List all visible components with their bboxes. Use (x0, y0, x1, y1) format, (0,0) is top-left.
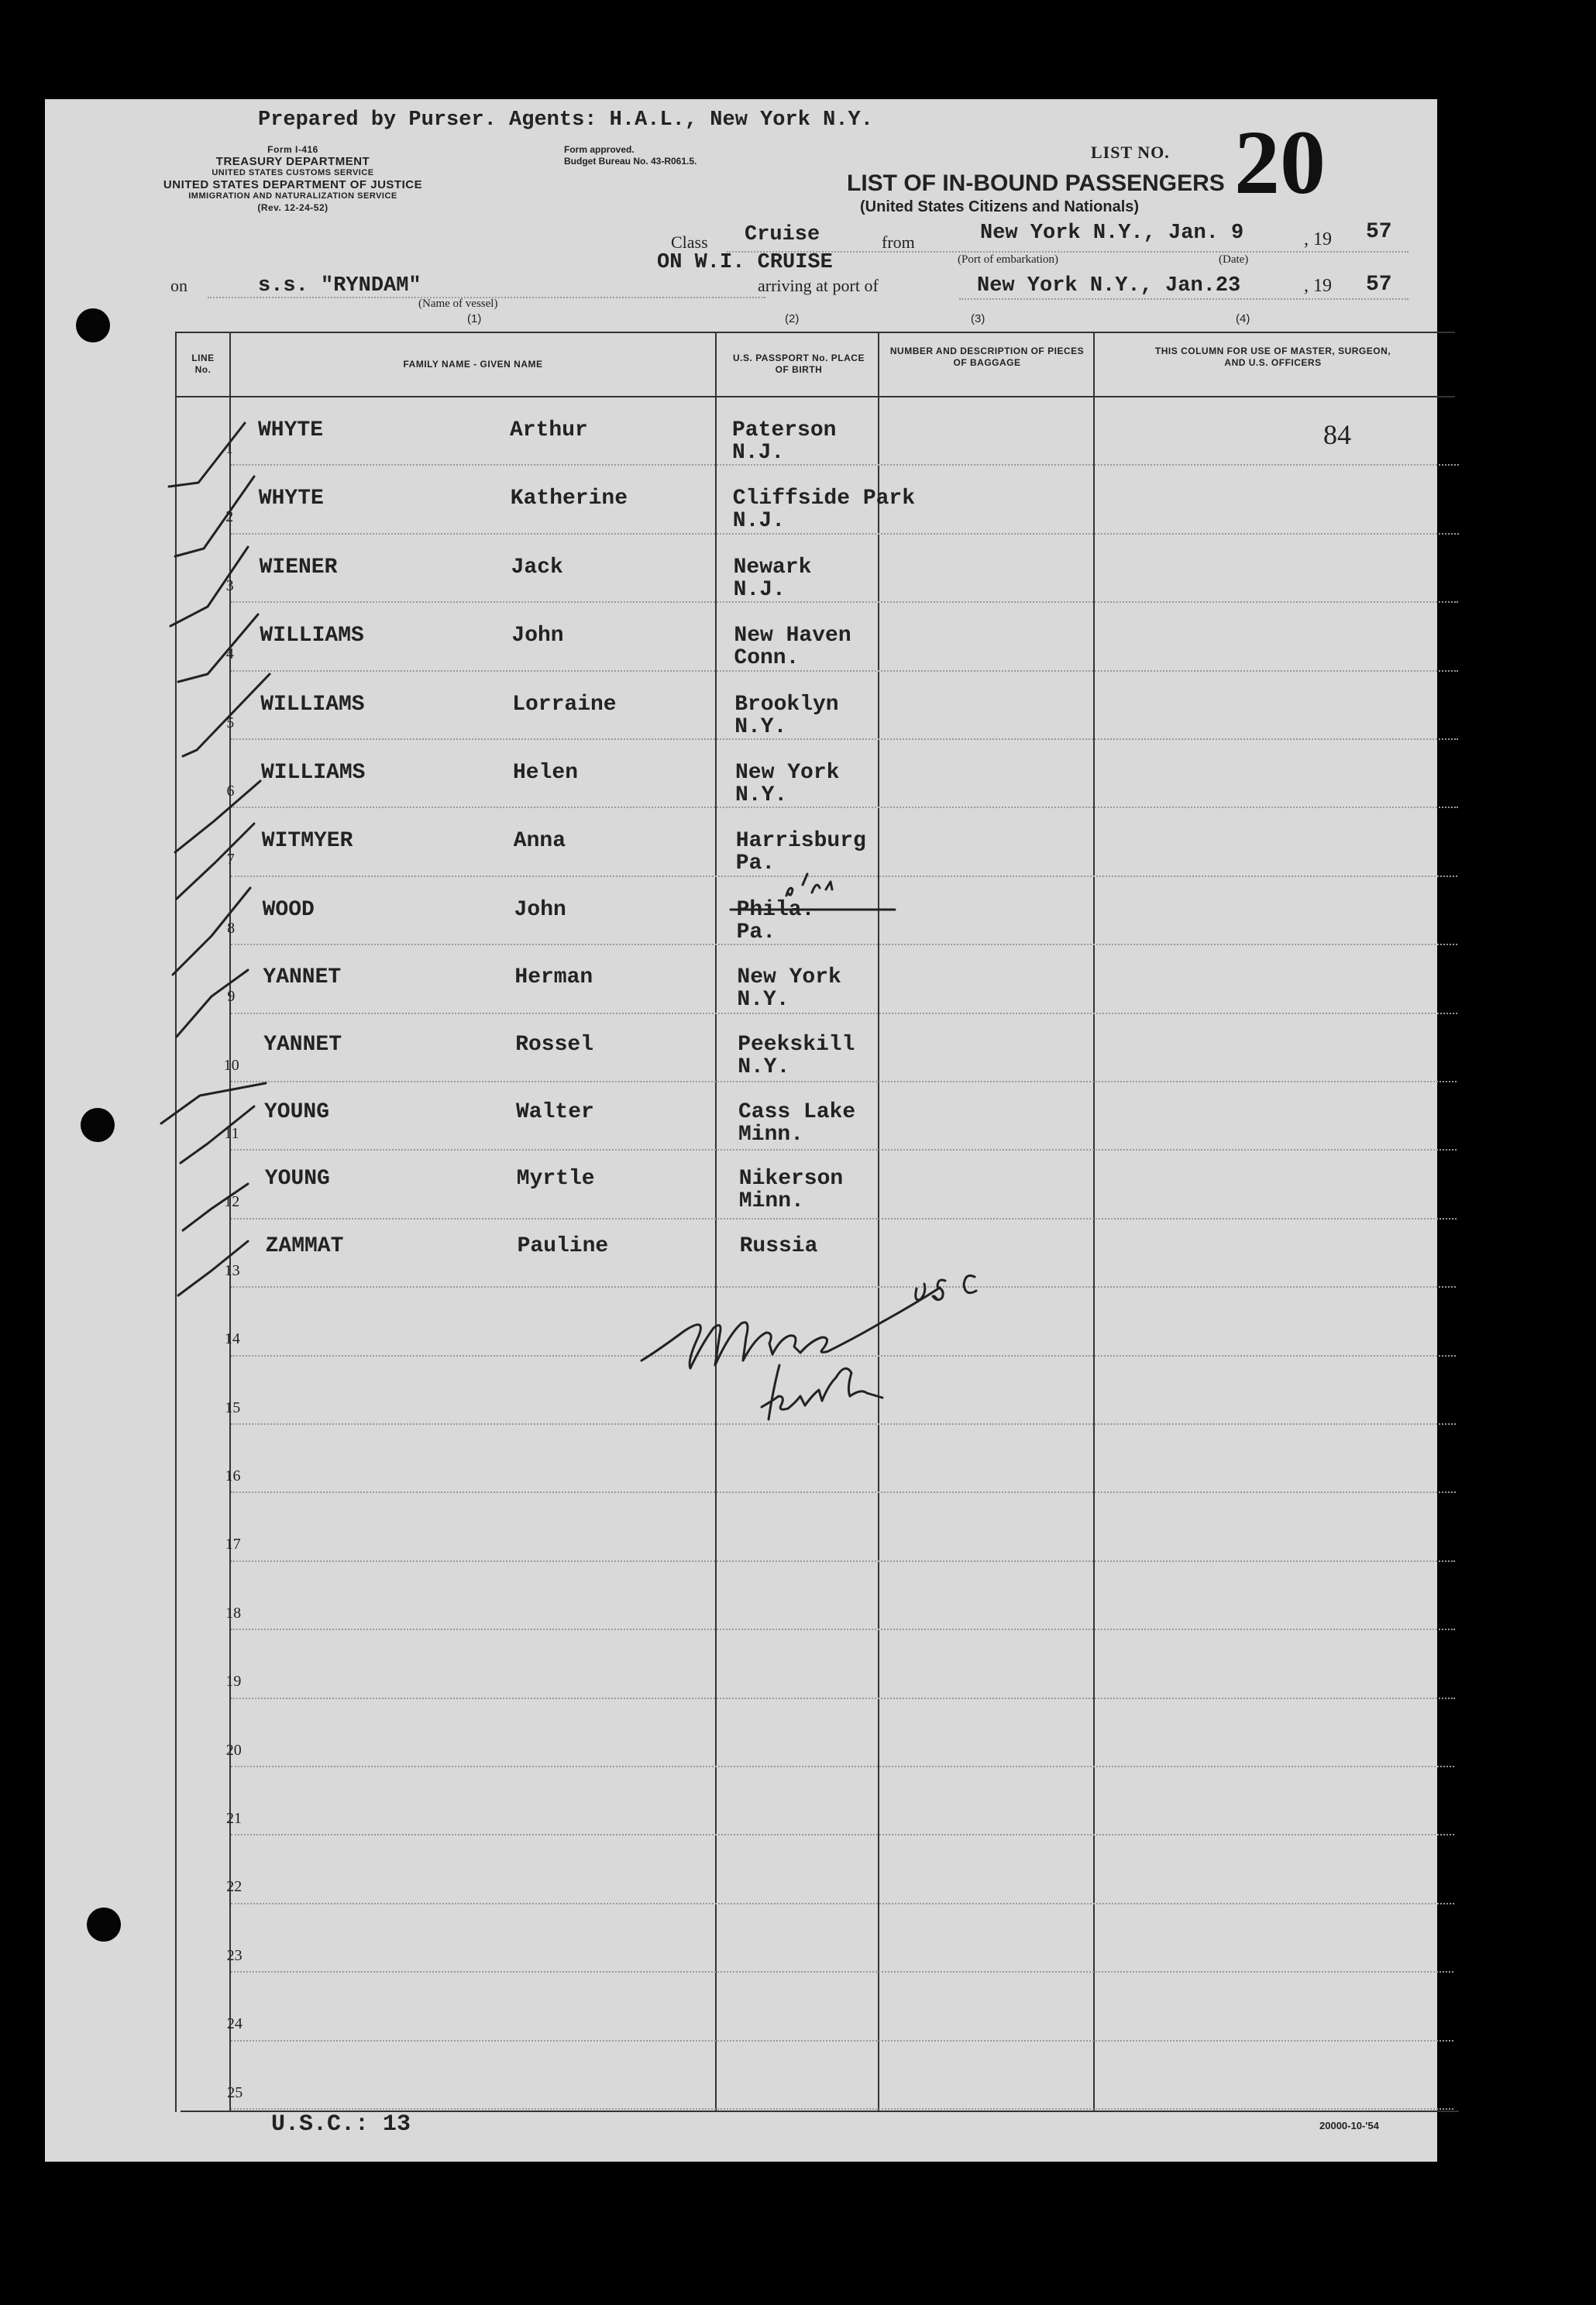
given-name: Walter (516, 1099, 594, 1124)
given-name: Arthur (510, 418, 588, 442)
place-of-birth-line1: New Haven (734, 624, 851, 648)
prepared-by-line: Prepared by Purser. Agents: H.A.L., New York N.Y. (258, 108, 873, 132)
place-of-birth-line1: Harrisburg (735, 829, 866, 854)
place-of-birth-line1: New York (735, 761, 840, 785)
given-name: Lorraine (512, 692, 617, 717)
year-1: 57 (1366, 220, 1392, 244)
given-name: John (511, 624, 564, 648)
given-name: Katherine (510, 487, 628, 511)
place-of-birth-line2: N.J. (732, 509, 786, 534)
line-number: 25 (227, 2083, 243, 2101)
place-of-birth-line2: N.Y. (734, 714, 787, 739)
family-name: WILLIAMS (260, 692, 365, 717)
line-number: 13 (224, 1261, 240, 1279)
line-number: 14 (224, 1330, 240, 1348)
family-name: WIENER (259, 555, 338, 580)
place-of-birth-line1: Nikerson (738, 1167, 844, 1192)
line-number: 11 (224, 1125, 239, 1142)
line-number: 16 (225, 1467, 241, 1484)
place-of-birth-line1: Newark (733, 555, 812, 580)
line-number: 20 (225, 1741, 242, 1759)
line-number: 12 (224, 1193, 240, 1211)
line-number: 10 (223, 1056, 239, 1074)
place-of-birth-line2: N.Y. (738, 1054, 790, 1079)
form-title: LIST OF IN-BOUND PASSENGERS (847, 170, 1225, 196)
form-ins: IMMIGRATION AND NATURALIZATION SERVICE (188, 191, 397, 201)
line-number: 24 (226, 2015, 242, 2033)
officer-count: 84 (1323, 419, 1351, 450)
family-name: YANNET (263, 1032, 342, 1057)
line-number: 21 (226, 1810, 242, 1827)
place-of-birth-line2: Minn. (738, 1189, 804, 1214)
line-number: 3 (225, 576, 234, 594)
family-name: WHYTE (258, 487, 324, 511)
line-number: 6 (226, 783, 235, 800)
arrival-port-date: New York N.Y., Jan.23 (977, 274, 1241, 298)
form-subtitle: (United States Citizens and Nationals) (860, 198, 1140, 215)
col-num-1: (1) (467, 312, 482, 325)
on-label: on (170, 276, 187, 295)
line-number: 7 (226, 851, 235, 869)
place-of-birth-line1: Paterson (732, 418, 837, 442)
line-number: 22 (226, 1878, 242, 1896)
line-number: 19 (225, 1673, 242, 1691)
given-name: Myrtle (516, 1167, 595, 1192)
family-name: YOUNG (264, 1167, 330, 1192)
line-number: 1 (225, 440, 233, 457)
checkmarks (161, 423, 270, 1295)
place-of-birth-line2: Pa. (735, 851, 776, 876)
vessel-name: s.s. "RYNDAM" (258, 274, 421, 298)
family-name: WHYTE (258, 418, 324, 442)
list-no-label: LIST NO. (1091, 143, 1170, 162)
handwriting-overlay (45, 99, 1437, 2162)
family-name: WITMYER (261, 829, 353, 854)
date-caption: (Date) (1219, 253, 1249, 266)
line-number: 8 (227, 919, 236, 937)
place-of-birth-line2: N.J. (732, 441, 785, 465)
manifest-sheet (45, 99, 1437, 2162)
form-dept-treasury: TREASURY DEPARTMENT (215, 155, 370, 168)
place-of-birth-line2: N.J. (733, 577, 786, 602)
usc-count: U.S.C.: 13 (271, 2111, 411, 2138)
given-name: John (514, 897, 566, 922)
year-prefix-1: , 19 (1304, 229, 1332, 249)
line-number: 5 (226, 714, 235, 731)
family-name: WILLIAMS (260, 624, 364, 648)
officer-signature (641, 1288, 940, 1419)
given-name: Pauline (517, 1234, 609, 1259)
place-of-birth-line1: Brooklyn (734, 692, 839, 717)
place-of-birth-line2: Conn. (734, 646, 800, 671)
family-name: ZAMMAT (265, 1234, 344, 1259)
year-prefix-2: , 19 (1304, 276, 1332, 296)
embarkation-port-date: New York N.Y., Jan. 9 (980, 222, 1244, 245)
place-of-birth-line2: Minn. (738, 1122, 804, 1147)
form-number: Form I-416 (267, 144, 318, 155)
header-passport: U.S. PASSPORT No. PLACE OF BIRTH (733, 353, 865, 375)
class-value: Cruise (745, 223, 820, 246)
place-of-birth-line1: Russia (739, 1234, 818, 1259)
line-number: 18 (225, 1604, 242, 1622)
header-baggage: NUMBER AND DESCRIPTION OF PIECES OF BAGGAGE (889, 346, 1085, 368)
given-name: Rossel (515, 1032, 594, 1057)
print-code: 20000-10-'54 (1319, 2120, 1379, 2131)
from-label: from (882, 232, 915, 252)
place-of-birth-line1: Peekskill (738, 1032, 855, 1057)
line-number: 4 (225, 645, 234, 663)
list-number: 20 (1234, 112, 1326, 213)
vessel-caption: (Name of vessel) (418, 298, 498, 310)
given-name: Jack (511, 555, 563, 580)
line-number: 9 (227, 988, 236, 1006)
place-of-birth-line1: Cass Lake (738, 1099, 856, 1124)
given-name: Anna (513, 829, 566, 854)
class-label: Class (671, 232, 708, 252)
header-name: FAMILY NAME - GIVEN NAME (403, 359, 543, 370)
col-num-3: (3) (971, 312, 985, 325)
family-name: YOUNG (264, 1099, 330, 1124)
col-num-2: (2) (785, 312, 800, 325)
budget-bureau: Budget Bureau No. 43-R061.5. (564, 156, 697, 167)
line-number: 15 (225, 1398, 241, 1416)
place-of-birth-line2: N.Y. (735, 783, 788, 807)
place-of-birth-line2: N.Y. (737, 987, 789, 1012)
year-2: 57 (1366, 273, 1392, 297)
given-name: Herman (514, 965, 593, 989)
header-line-no: LINE No. (191, 353, 215, 375)
cruise-note: ON W.I. CRUISE (657, 251, 833, 274)
family-name: YANNET (263, 965, 342, 989)
family-name: WOOD (262, 897, 315, 922)
place-of-birth-line1: Phila. (736, 897, 815, 922)
form-dept-justice: UNITED STATES DEPARTMENT OF JUSTICE (163, 178, 423, 191)
col-num-4: (4) (1236, 312, 1250, 325)
form-rev: (Rev. 12-24-52) (257, 202, 328, 213)
correction-phila (786, 874, 832, 896)
family-name: WILLIAMS (261, 761, 366, 785)
place-of-birth-line1: Cliffside Park (732, 487, 916, 511)
line-number: 17 (225, 1536, 241, 1553)
given-name: Helen (513, 761, 579, 785)
line-number: 2 (225, 508, 234, 526)
form-approved: Form approved. (564, 144, 635, 155)
form-customs: UNITED STATES CUSTOMS SERVICE (212, 168, 374, 177)
arriving-label: arriving at port of (758, 276, 879, 295)
place-of-birth-line1: New York (737, 965, 841, 989)
place-of-birth-line2: Pa. (736, 920, 776, 944)
line-number: 23 (226, 1946, 242, 1964)
header-officers: THIS COLUMN FOR USE OF MASTER, SURGEON, AND U.S. OFFICERS (1154, 346, 1391, 368)
port-caption: (Port of embarkation) (958, 253, 1058, 266)
